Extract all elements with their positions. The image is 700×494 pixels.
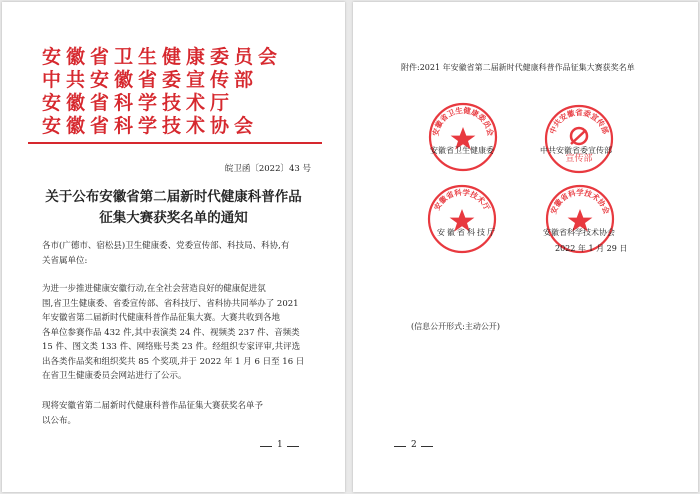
seal-inner-text: 宣传部 — [565, 154, 593, 164]
left-page — [2, 2, 345, 492]
page-number-dash-right — [421, 446, 433, 447]
issue-date: 2022 年 1 月 29 日 — [555, 244, 628, 253]
seal-ring-text: 安徽省科学技术厅 — [432, 187, 492, 212]
notice-title-line-1: 关于公布安徽省第二届新时代健康科普作品 — [45, 189, 302, 205]
propaganda-department-seal — [542, 102, 616, 176]
science-department-seal — [425, 182, 499, 256]
agency-line-4: 安徽省科学技术协会 — [42, 115, 259, 137]
page-number: 1 — [277, 440, 283, 450]
closing-paragraph: 现将安徽省第二届新时代健康科普作品征集大赛获奖名单予 以公布。 — [42, 401, 264, 426]
page-number: 2 — [411, 440, 417, 450]
seal-ring-text: 安徽省科学技术协会 — [548, 188, 612, 216]
notice-title-line-2: 征集大赛获奖名单的通知 — [99, 210, 248, 226]
agency-line-3: 安徽省科学技术厅 — [42, 92, 235, 114]
page-number-dash-left — [260, 446, 272, 447]
right-page — [353, 2, 698, 492]
page-number-dash-right — [287, 446, 299, 447]
seal-ring-text: 中共安徽省委宣传部 — [547, 108, 611, 136]
health-commission-seal — [426, 100, 500, 174]
red-divider — [28, 142, 322, 144]
health-commission-label: 安徽省卫生健康委 — [430, 146, 494, 155]
agency-line-1: 安徽省卫生健康委员会 — [42, 46, 283, 68]
annex-heading: 附件:2021 年安徽省第二届新时代健康科普作品征集大赛获奖名单 — [401, 63, 635, 72]
propaganda-department-label: 中共安徽省委宣传部 — [540, 146, 612, 155]
body-paragraph: 为进一步推进健康安徽行动,在全社会营造良好的健康促进氛 围,省卫生健康委、省委宣传部、省科技厅、省科协共同举办了 2021 年安徽省第二届新时代健康科普作品征集大赛。大赛共收到各地 各单位参赛作品 432 件,其中表演类 24 件、视频类 237 件、音频类 15 件、图文类 133 件、网络账号类 23 件。经组织专家评审,共评选 出各类作品奖和组织奖共 85 个奖项,并于 2022 年 1 月 6 日至 16 日 在省卫生健康委员会网站进行了公示。 — [42, 284, 305, 381]
disclosure-note: (信息公开形式:主动公开) — [411, 322, 500, 331]
science-association-label: 安徽省科学技术协会 — [543, 228, 615, 237]
agency-line-2: 中共安徽省委宣传部 — [42, 69, 259, 91]
party-emblem-icon — [571, 128, 587, 144]
document-number: 皖卫函〔2022〕43 号 — [224, 164, 311, 174]
page-number-dash-left — [394, 446, 406, 447]
science-department-label: 安徽省科技厅 — [437, 228, 497, 237]
recipients: 各市(广德市、宿松县)卫生健康委、党委宣传部、科技局、科协,有 关省属单位: — [42, 241, 290, 266]
svg-text:中共安徽省委宣传部 — [547, 107, 611, 136]
svg-text:安徽省科学技术厅 — [431, 187, 492, 213]
seal-ring-text: 安徽省卫生健康委员会 — [430, 105, 496, 137]
